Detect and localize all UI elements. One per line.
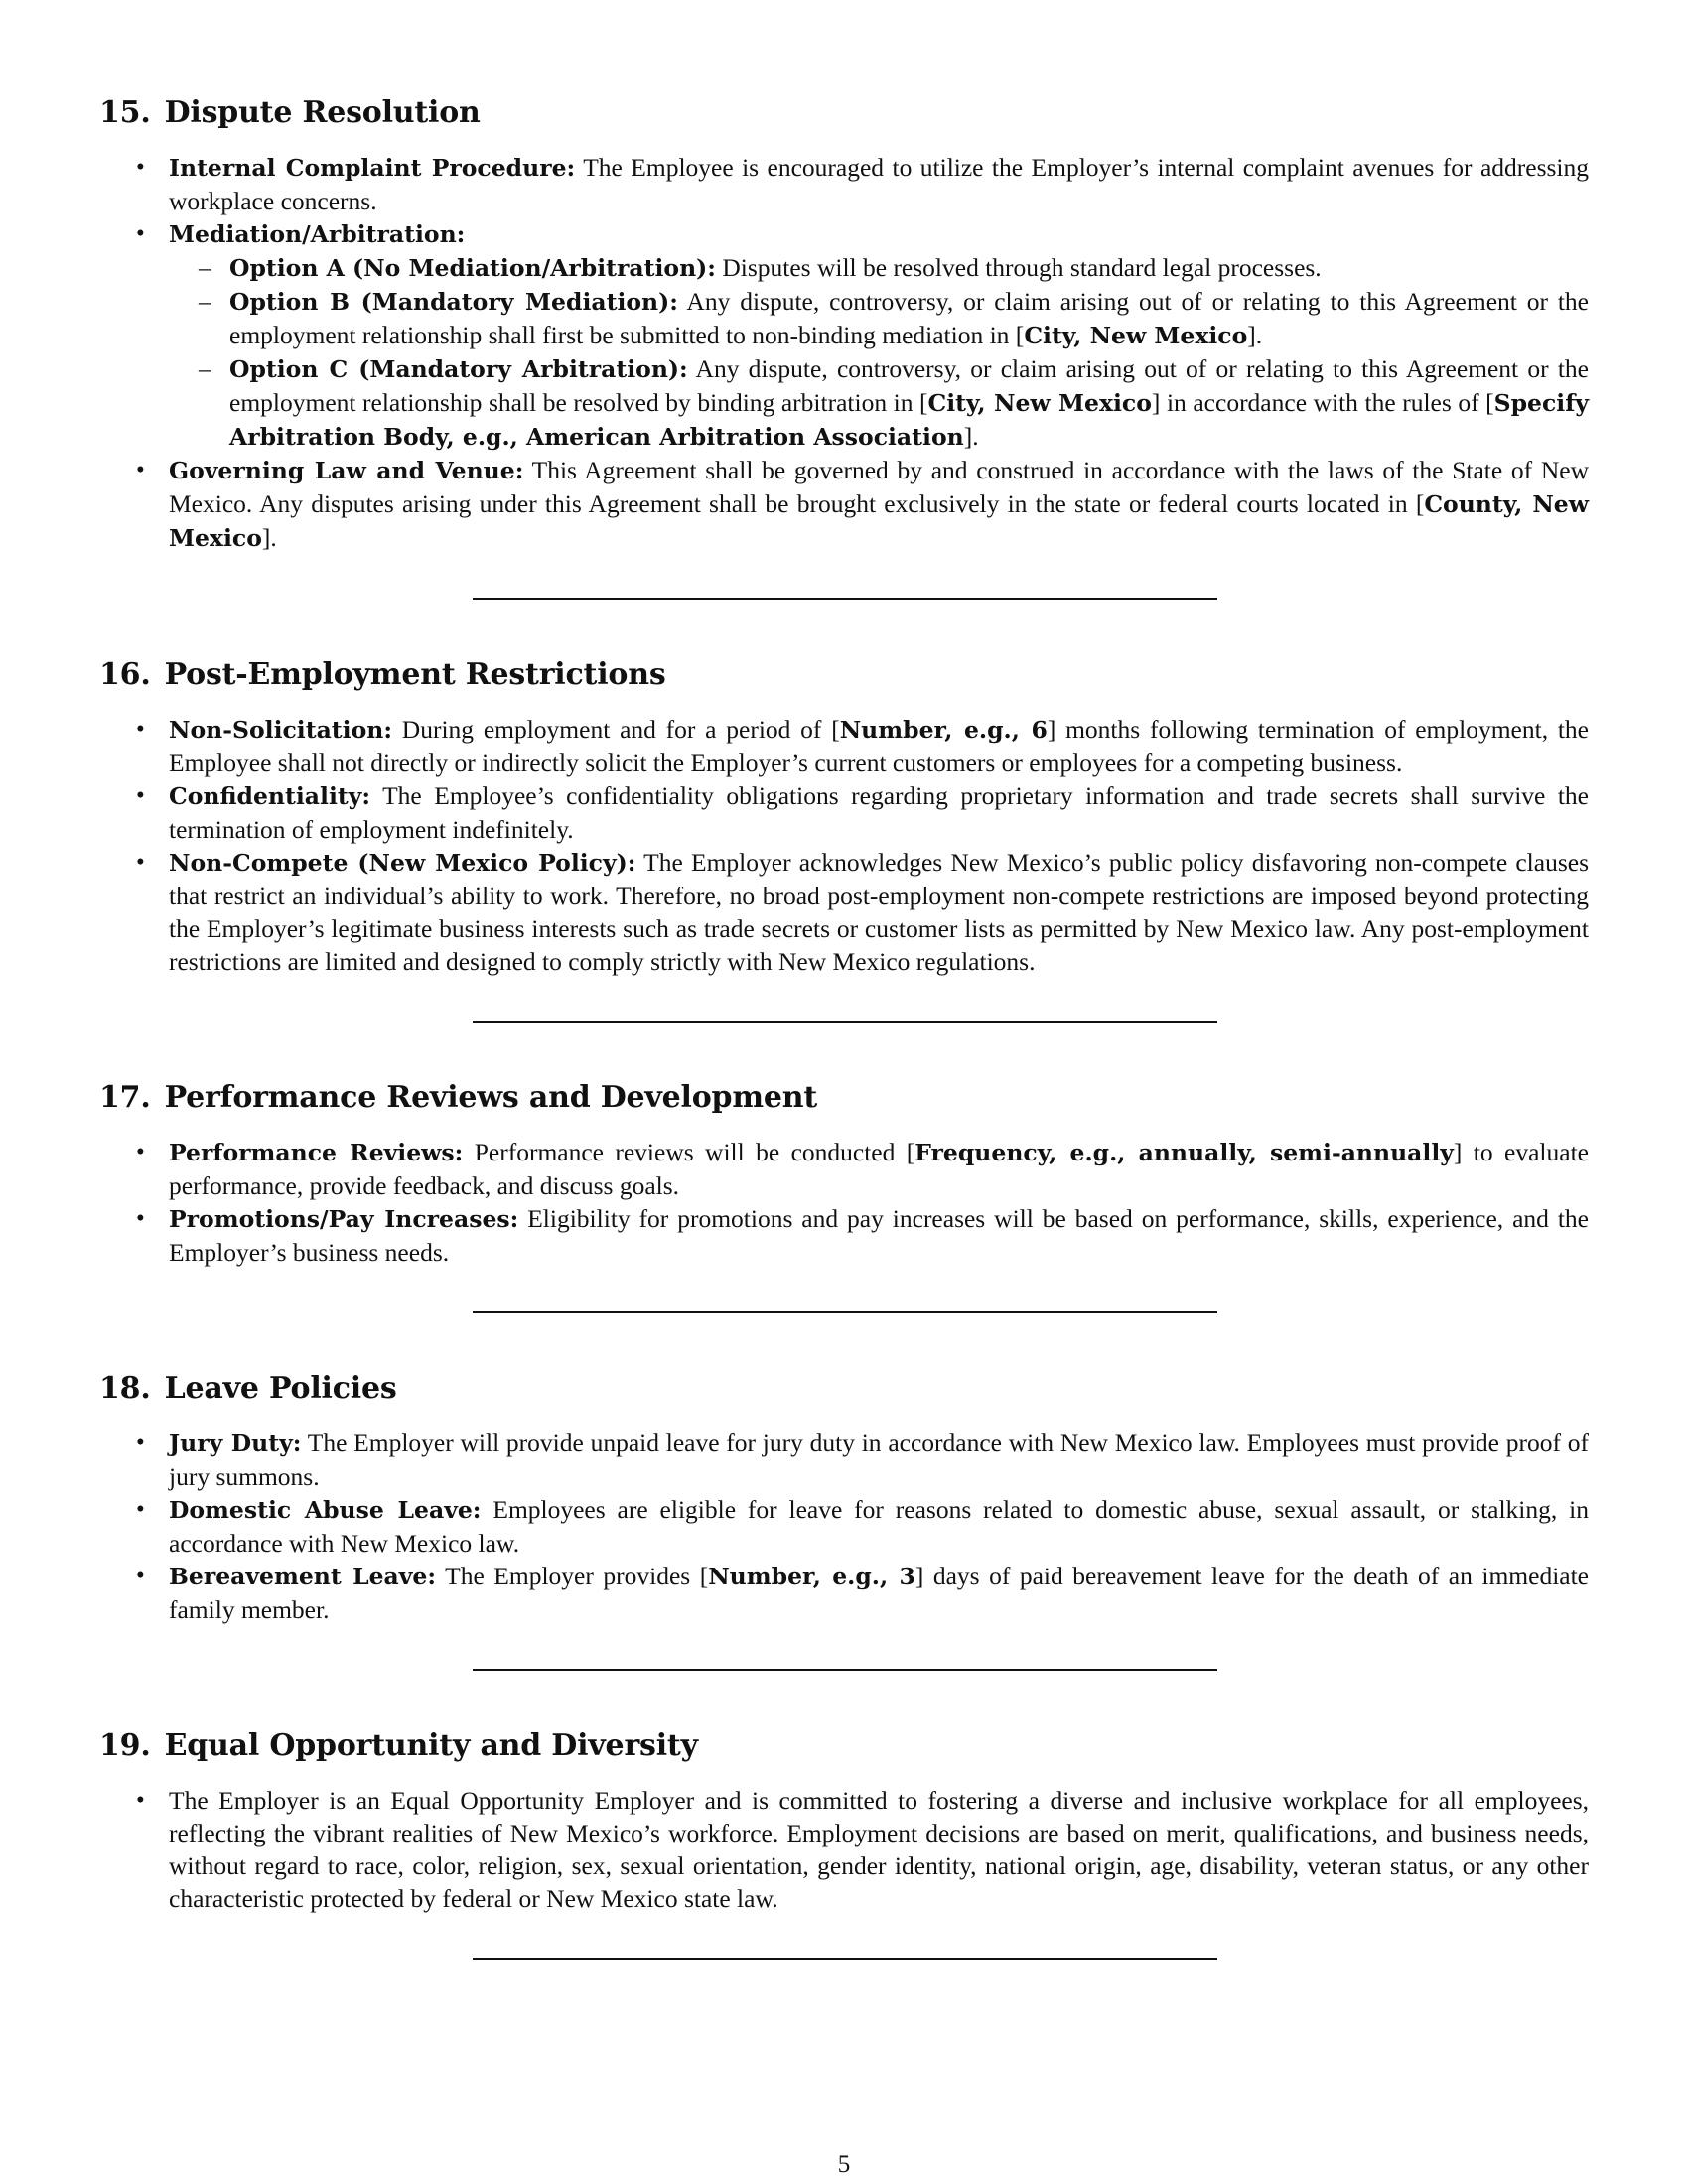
item-label: Non-Solicitation: bbox=[169, 716, 393, 744]
section-heading bbox=[99, 655, 1589, 695]
item-text: ] in accordance with the rules of [ bbox=[1151, 388, 1494, 417]
section-title: Equal Opportunity and Diversity bbox=[164, 1728, 698, 1763]
item-label: Internal Complaint Procedure: bbox=[169, 154, 576, 182]
section-number: 15. bbox=[99, 95, 151, 130]
bullet-list bbox=[99, 1136, 1589, 1269]
section-divider bbox=[473, 1958, 1217, 1960]
section-performance-reviews bbox=[99, 1078, 1589, 1313]
sub-list bbox=[169, 251, 1589, 454]
sub-list-item bbox=[169, 285, 1589, 352]
item-text: Any dispute, controversy, or claim arising out of or relating to this Agreement or the employment relationship shall first be submitted to non-binding mediation in [ bbox=[229, 287, 1590, 349]
section-heading bbox=[99, 93, 1589, 133]
bullet-list bbox=[99, 713, 1589, 978]
section-dispute-resolution bbox=[99, 93, 1589, 600]
section-title: Leave Policies bbox=[164, 1371, 397, 1406]
item-text: ]. bbox=[261, 523, 277, 552]
list-item bbox=[99, 1136, 1589, 1202]
placeholder-field: Number, e.g., 6 bbox=[839, 716, 1048, 744]
item-text: Eligibility for promotions and pay increases will be based on performance, skills, experience, and the Employer’s business needs. bbox=[169, 1204, 1589, 1267]
item-label: Jury Duty: bbox=[169, 1430, 302, 1457]
section-equal-opportunity bbox=[99, 1726, 1589, 1960]
list-item bbox=[99, 454, 1589, 555]
section-leave-policies bbox=[99, 1369, 1589, 1671]
section-number: 18. bbox=[99, 1371, 151, 1406]
list-item bbox=[99, 1784, 1589, 1915]
item-label: Confidentiality: bbox=[169, 782, 371, 810]
page-number: 5 bbox=[837, 2151, 851, 2178]
placeholder-field: Number, e.g., 3 bbox=[708, 1563, 915, 1590]
item-text: Disputes will be resolved through standard legal processes. bbox=[715, 253, 1322, 282]
item-text: During employment and for a period of [ bbox=[392, 715, 840, 744]
sub-list-item bbox=[169, 352, 1589, 454]
item-text: The Employer provides [ bbox=[436, 1562, 709, 1590]
item-text: ]. bbox=[1247, 321, 1263, 349]
list-item bbox=[99, 779, 1589, 846]
item-text: ] days of paid bereavement leave for the death of an immediate family member. bbox=[169, 1562, 1590, 1624]
item-text: Performance reviews will be conducted [ bbox=[463, 1138, 915, 1166]
item-text: The Employer will provide unpaid leave for jury duty in accordance with New Mexico law. Employees must provide proof of jury summons. bbox=[169, 1429, 1590, 1491]
item-label: Option A (No Mediation/Arbitration): bbox=[229, 254, 716, 282]
item-label: Non-Compete (New Mexico Policy): bbox=[169, 849, 636, 877]
item-label: Mediation/Arbitration: bbox=[169, 220, 466, 248]
list-item bbox=[99, 1202, 1589, 1269]
item-label: Performance Reviews: bbox=[169, 1139, 464, 1166]
section-title: Dispute Resolution bbox=[164, 95, 481, 130]
bullet-list bbox=[99, 1427, 1589, 1626]
item-text: ] to evaluate performance, provide feedback, and discuss goals. bbox=[169, 1138, 1589, 1200]
item-text: The Employee is encouraged to utilize the Employer’s internal complaint avenues for addressing workplace concerns. bbox=[169, 153, 1590, 215]
section-heading bbox=[99, 1078, 1589, 1118]
item-text: The Employee’s confidentiality obligations regarding proprietary information and trade secrets shall survive the termination of employment indefinitely. bbox=[169, 781, 1589, 844]
item-text: Any dispute, controversy, or claim arising out of or relating to this Agreement or the employment relationship shall be resolved by binding arbitration in [ bbox=[229, 354, 1589, 417]
item-text: This Agreement shall be governed by and construed in accordance with the laws of the State of New Mexico. Any disputes arising under this Agreement shall be brought exclusively in the state or federal courts located in [ bbox=[169, 456, 1590, 518]
section-number: 16. bbox=[99, 657, 151, 692]
item-label: Option C (Mandatory Arbitration): bbox=[229, 355, 688, 383]
bullet-list bbox=[99, 151, 1589, 555]
item-text: ] months following termination of employment, the Employee shall not directly or indirectly solicit the Employer’s current customers or employees for a competing business. bbox=[169, 715, 1590, 777]
document-page bbox=[99, 93, 1589, 1960]
list-item bbox=[99, 713, 1589, 779]
section-number: 17. bbox=[99, 1080, 151, 1115]
placeholder-field: Specify Arbitration Body, e.g., American Arbitration Association bbox=[229, 389, 1589, 451]
sub-list-item bbox=[169, 251, 1589, 285]
list-item bbox=[99, 151, 1589, 217]
section-post-employment-restrictions bbox=[99, 655, 1589, 1023]
item-label: Governing Law and Venue: bbox=[169, 457, 524, 484]
section-heading bbox=[99, 1369, 1589, 1409]
section-heading bbox=[99, 1726, 1589, 1766]
section-title: Performance Reviews and Development bbox=[164, 1080, 818, 1115]
item-text: Employees are eligible for leave for reasons related to domestic abuse, sexual assault, or stalking, in accordance with New Mexico law. bbox=[169, 1495, 1589, 1558]
section-number: 19. bbox=[99, 1728, 151, 1763]
placeholder-field: County, New Mexico bbox=[169, 490, 1589, 552]
list-item bbox=[99, 217, 1589, 454]
placeholder-field: City, New Mexico bbox=[1024, 322, 1248, 349]
list-item bbox=[99, 1427, 1589, 1493]
list-item bbox=[99, 846, 1589, 978]
list-item bbox=[99, 1560, 1589, 1626]
item-label: Bereavement Leave: bbox=[169, 1563, 437, 1590]
placeholder-field: City, New Mexico bbox=[927, 389, 1152, 417]
list-item bbox=[99, 1493, 1589, 1560]
item-label: Option B (Mandatory Mediation): bbox=[229, 288, 678, 316]
bullet-list bbox=[99, 1784, 1589, 1915]
item-label: Promotions/Pay Increases: bbox=[169, 1205, 519, 1233]
section-title: Post-Employment Restrictions bbox=[164, 657, 666, 692]
item-text: The Employer acknowledges New Mexico’s public policy disfavoring non-compete clauses that restrict an individual’s ability to work. Therefore, no broad post-employment non-compete restrictions are imposed beyond protecting the Employer’s legitimate business interests such as trade secrets or customer lists as permitted by New Mexico law. Any post-employment restrictions are limited and designed to comply strictly with New Mexico regulations. bbox=[169, 848, 1590, 976]
placeholder-field: Frequency, e.g., annually, semi-annually bbox=[914, 1139, 1454, 1166]
item-label: Domestic Abuse Leave: bbox=[169, 1496, 482, 1524]
item-text: The Employer is an Equal Opportunity Employer and is committed to fostering a diverse and inclusive workplace for all employees, reflecting the vibrant realities of New Mexico’s workforce. Employment decisions are based on merit, qualifications, and business needs, without regard to race, color, religion, sex, sexual orientation, gender identity, national origin, age, disability, veteran status, or any other characteristic protected by federal or New Mexico state law. bbox=[169, 1786, 1589, 1913]
item-text: ]. bbox=[963, 422, 979, 451]
